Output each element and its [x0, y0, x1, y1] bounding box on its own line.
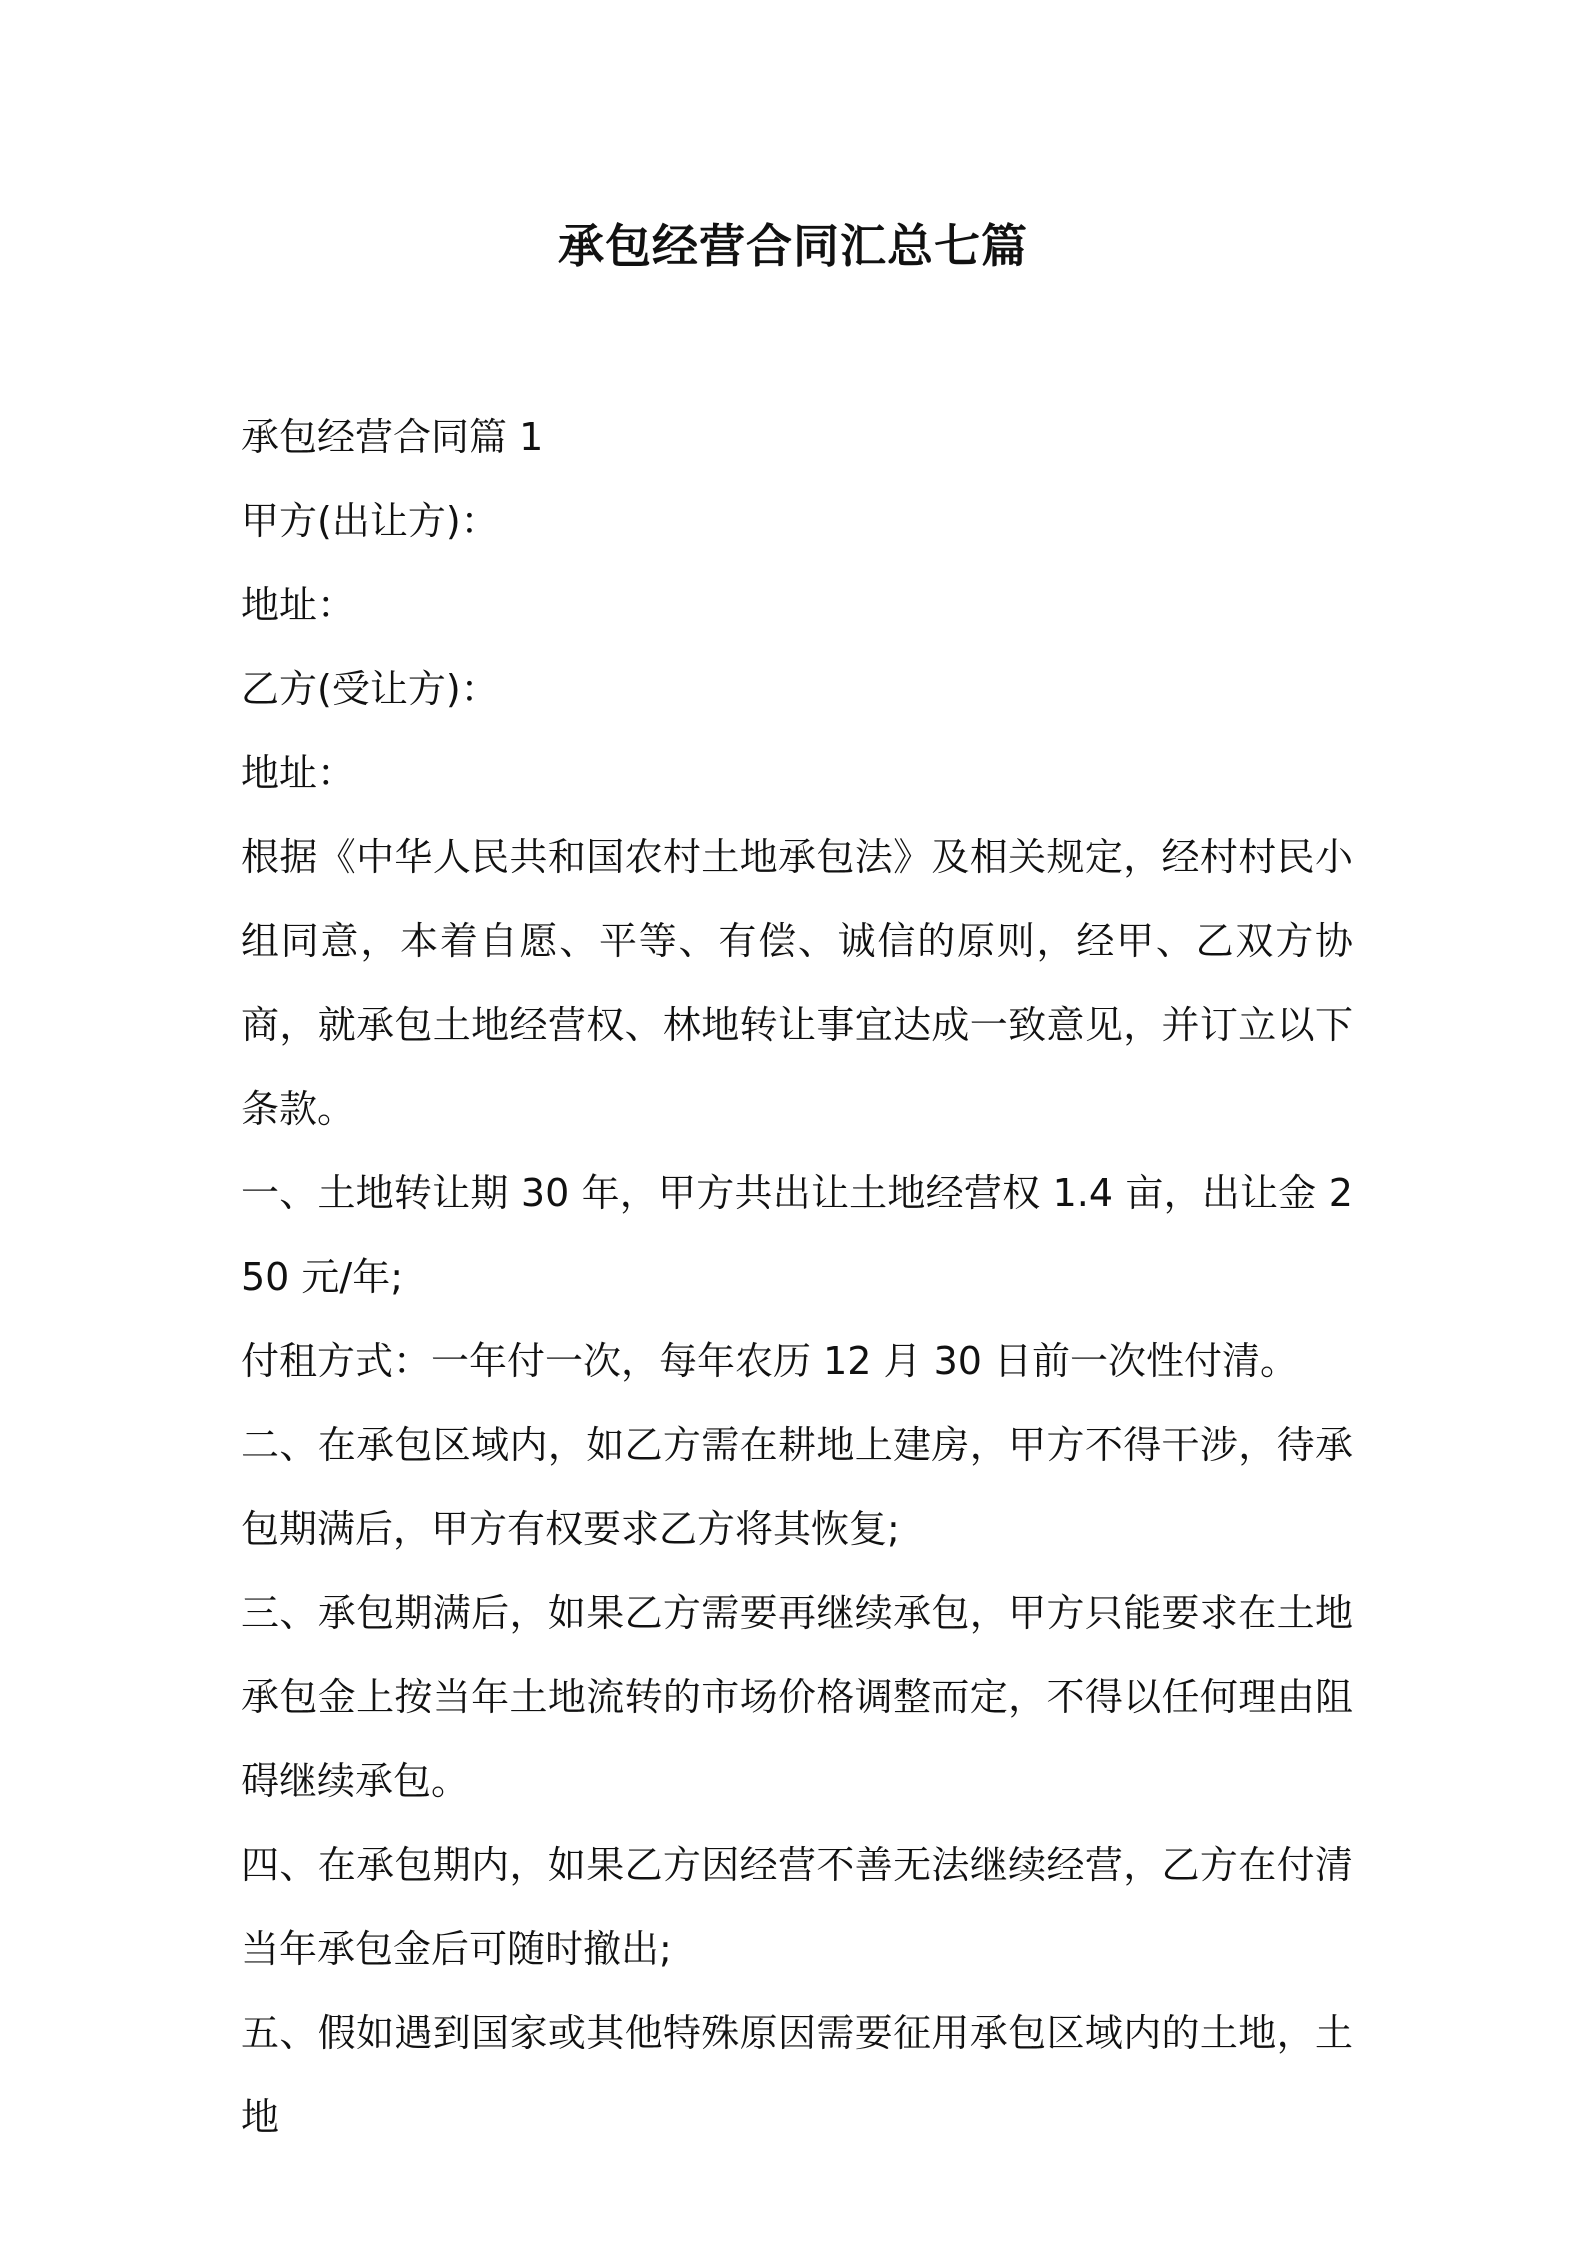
party-a-line: 甲方(出让方)：: [241, 499, 499, 543]
party-a-address-line: 地址：: [241, 583, 356, 627]
clause-3-paragraph: 三、承包期满后，如果乙方需要再继续承包，甲方只能要求在土地承包金上按当年土地流转的市场价格调整而定，不得以任何理由阻碍继续承包。: [241, 1591, 1353, 1803]
document-body: [241, 395, 1353, 2159]
clause-4-paragraph: 四、在承包期内，如果乙方因经营不善无法继续经营，乙方在付清当年承包金后可随时撤出;: [241, 1843, 1353, 1971]
clause-2-paragraph: 二、在承包区域内，如乙方需在耕地上建房，甲方不得干涉，待承包期满后，甲方有权要求乙方将其恢复;: [241, 1423, 1353, 1551]
party-b-line: 乙方(受让方)：: [241, 667, 499, 711]
clause-1-paragraph: 一、土地转让期 30 年，甲方共出让土地经营权 1.4 亩，出让金 250 元/年;: [241, 1171, 1353, 1299]
party-b-address-line: 地址：: [241, 751, 356, 795]
section-heading: 承包经营合同篇 1: [241, 415, 544, 459]
clause-5-paragraph: 五、假如遇到国家或其他特殊原因需要征用承包区域内的土地，土地: [241, 2011, 1353, 2139]
payment-method-paragraph: 付租方式：一年付一次，每年农历 12 月 30 日前一次性付清。: [241, 1339, 1299, 1383]
preamble-paragraph: 根据《中华人民共和国农村土地承包法》及相关规定，经村村民小组同意，本着自愿、平等、有偿、诚信的原则，经甲、乙双方协商，就承包土地经营权、林地转让事宜达成一致意见，并订立以下条款。: [241, 835, 1353, 1131]
document-title: 承包经营合同汇总七篇: [558, 219, 1028, 273]
